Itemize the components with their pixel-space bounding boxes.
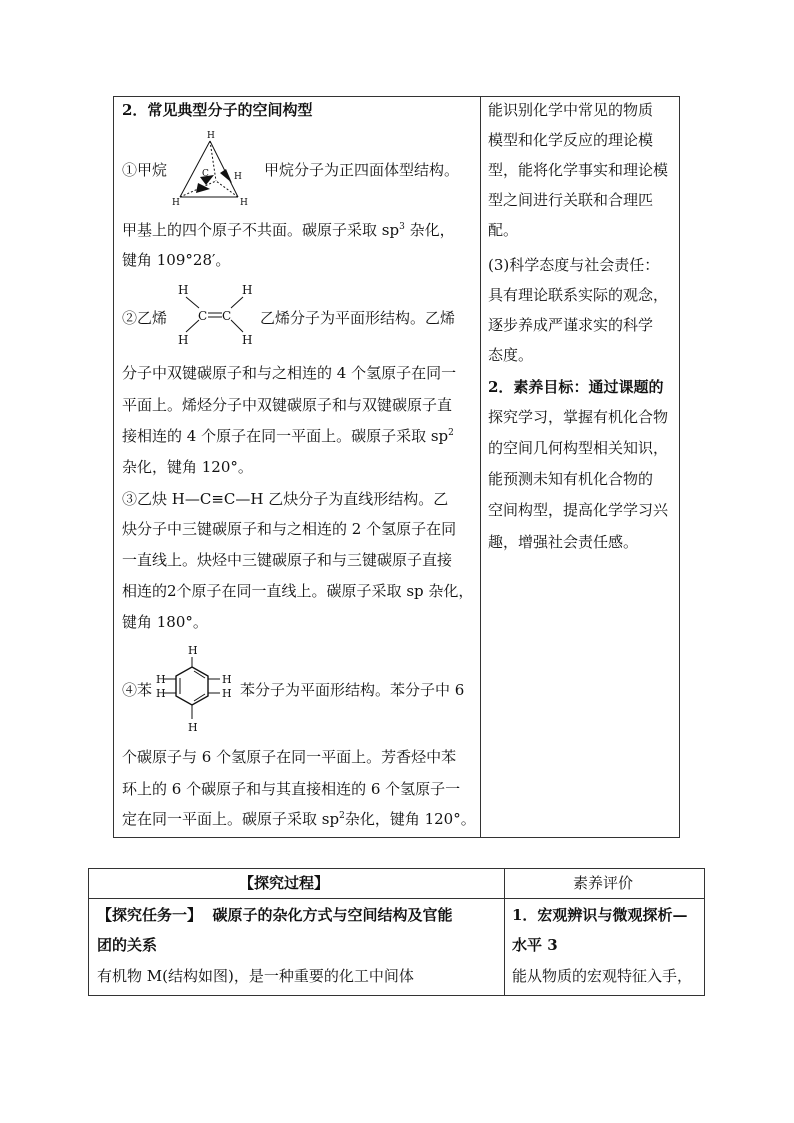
benzene-label: ④苯: [122, 681, 153, 699]
ethylene-atom: H: [178, 333, 189, 347]
paragraph-line: 分子中双键碳原子和与之相连的 4 个氢原子在同一: [122, 364, 457, 382]
paragraph-line: ③乙炔 H—C≡C—H 乙炔分子为直线形结构。乙: [122, 490, 449, 508]
header-divider: [89, 898, 704, 899]
header-left: 【探究过程】: [239, 874, 330, 892]
methane-text: 甲烷分子为正四面体型结构。: [264, 161, 460, 179]
eval-line: 水平 3: [512, 936, 558, 954]
right-line: 的空间几何构型相关知识，: [488, 439, 669, 457]
task-line: 团的关系: [97, 936, 158, 954]
benzene-atom: H: [222, 687, 232, 700]
section-heading: 2．常见典型分子的空间构型: [122, 101, 313, 119]
right-line: 配。: [488, 221, 519, 239]
methane-atom: H: [240, 198, 248, 208]
paragraph-line: 相连的2个原子在同一直线上。碳原子采取 sp 杂化，: [122, 582, 474, 600]
right-line: 型之间进行关联和合理匹: [488, 191, 654, 209]
methane-structure-icon: [170, 129, 250, 209]
paragraph-line: 一直线上。炔烃中三键碳原子和与三键碳原子直接: [122, 551, 453, 569]
methane-atom: H: [172, 198, 180, 208]
bottom-table: [88, 868, 705, 996]
header-right: 素养评价: [573, 874, 634, 892]
paragraph-line: 平面上。烯烃分子中双键碳原子和与双键碳原子直: [122, 396, 453, 414]
eval-line: 能从物质的宏观特征入手，: [512, 967, 693, 985]
right-line: 2．素养目标：通过课题的: [488, 378, 664, 396]
paragraph-line: 键角 180°。: [122, 613, 208, 631]
right-line: 能预测未知有机化合物的: [488, 470, 654, 488]
paragraph-line: 环上的 6 个碳原子和与其直接相连的 6 个氢原子一: [122, 780, 461, 798]
ethylene-atom: C: [222, 309, 232, 323]
benzene-text: 苯分子为平面形结构。苯分子中 6: [240, 681, 465, 699]
column-divider: [504, 869, 505, 995]
benzene-structure-icon: [152, 643, 242, 735]
top-table: [113, 96, 680, 838]
right-line: 趣，增强社会责任感。: [488, 533, 639, 551]
ethylene-structure-icon: [174, 282, 254, 348]
paragraph-line: 杂化，键角 120°。: [122, 458, 253, 476]
paragraph-line: 定在同一平面上。碳原子采取 $sp^2$杂化，键角 120°。: [122, 810, 476, 828]
right-line: 模型和化学反应的理论模: [488, 131, 654, 149]
right-line: (3)科学态度与社会责任：: [488, 256, 660, 274]
methane-atom: H: [234, 172, 242, 182]
ethylene-atom: H: [242, 333, 253, 347]
right-line: 型，能将化学事实和理论模: [488, 161, 669, 179]
methane-atom: H: [207, 131, 215, 141]
paragraph-line: 接相连的 4 个原子在同一平面上。碳原子采取 $sp^2$: [122, 427, 454, 445]
eval-line: 1．宏观辨识与微观探析—: [512, 906, 688, 924]
right-line: 探究学习，掌握有机化合物: [488, 408, 669, 426]
benzene-atom: H: [188, 644, 198, 657]
task-line: 有机物 M(结构如图)，是一种重要的化工中间体: [97, 967, 414, 985]
task-title: 【探究任务一】 碳原子的杂化方式与空间结构及官能: [97, 906, 453, 924]
paragraph-line: 炔分子中三键碳原子和与之相连的 2 个氢原子在同: [122, 520, 457, 538]
ethylene-atom: H: [242, 283, 253, 297]
benzene-atom: H: [188, 721, 198, 734]
column-divider: [480, 97, 481, 837]
benzene-atom: H: [222, 673, 232, 686]
methane-label: ①甲烷: [122, 161, 168, 179]
right-line: 态度。: [488, 346, 534, 364]
right-line: 空间构型，提高化学学习兴: [488, 501, 669, 519]
benzene-atom: H: [156, 687, 166, 700]
paragraph-line: 键角 109°28′。: [122, 251, 231, 269]
ethylene-atom: H: [178, 283, 189, 297]
ethylene-atom: C: [198, 309, 208, 323]
ethylene-text: 乙烯分子为平面形结构。乙烯: [260, 309, 456, 327]
paragraph-line: 个碳原子与 6 个氢原子在同一平面上。芳香烃中苯: [122, 748, 457, 766]
ethylene-label: ②乙烯: [122, 309, 168, 327]
right-line: 逐步养成严谨求实的科学: [488, 316, 654, 334]
methane-atom: C: [202, 169, 209, 179]
paragraph-line: 甲基上的四个原子不共面。碳原子采取 $sp^3$ 杂化，: [122, 221, 455, 239]
right-line: 具有理论联系实际的观念，: [488, 286, 669, 304]
right-line: 能识别化学中常见的物质: [488, 101, 654, 119]
benzene-atom: H: [156, 673, 166, 686]
